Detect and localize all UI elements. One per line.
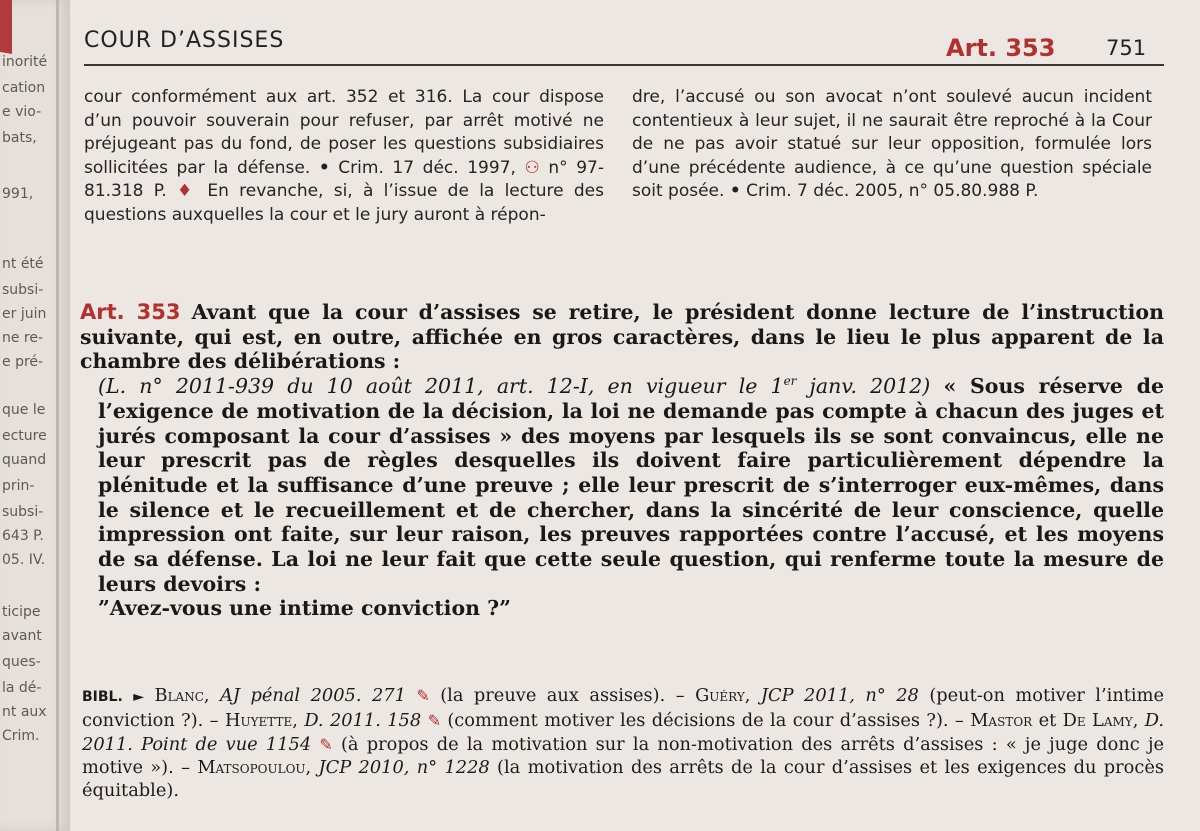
citation: Crim. 17 déc. 1997, <box>338 157 516 178</box>
conjunction: et <box>1038 710 1057 732</box>
pen-icon: ✎ <box>427 711 441 731</box>
amendment-suffix: janv. 2012) <box>796 374 931 399</box>
margin-fragment: ques- <box>2 654 41 670</box>
reference-title: (la preuve aux assises). – <box>440 685 685 706</box>
bibliography <box>82 684 1164 802</box>
article-intro: Avant que la cour d’assises se retire, le président donne lecture de l’instruction suivante, qui est, en outre, affichée en gros caractères, dans le lieu le plus apparent de la chambre des délibérations : <box>80 300 1164 374</box>
margin-fragment: ne re- <box>2 330 44 346</box>
margin-fragment: er juin <box>2 306 47 322</box>
author: Blanc, <box>154 685 210 706</box>
margin-fragment: e vio- <box>2 104 42 120</box>
commentary-right-column <box>632 86 1152 204</box>
margin-fragment: nt été <box>2 256 44 272</box>
reference: D. 2011. 158 <box>304 710 422 732</box>
page-edge <box>56 0 59 831</box>
margin-fragment: prin- <box>2 478 35 494</box>
diamond-icon: ♦ <box>177 181 198 201</box>
commentary-columns <box>84 86 1164 286</box>
article-quote: ”Avez-vous une intime conviction ?” <box>98 596 511 621</box>
commentary-text: En revanche, si, à l’issue de la lecture des questions auxquelles la cour et le jury auront à répon- <box>84 181 604 225</box>
network-link-icon: ⚇ <box>524 157 540 178</box>
author: Huyette, <box>224 710 298 732</box>
margin-fragment: subsi- <box>2 504 44 520</box>
author: Mastor <box>970 710 1033 732</box>
margin-fragment: que le <box>2 402 46 418</box>
margin-fragment: nt aux <box>2 704 47 720</box>
margin-fragment: la dé- <box>2 680 42 696</box>
amendment-superscript: er <box>783 374 797 389</box>
margin-fragment: ecture <box>2 428 47 444</box>
citation-number: n° 97-81.318 P. <box>84 157 604 201</box>
reference-title: (à propos de la motivation sur la non-motivation des arrêts d’assises : « je juge donc je motive »). – <box>82 733 1164 778</box>
bibliography-label: BIBL. <box>82 689 123 705</box>
section-tab-marker <box>0 0 12 54</box>
margin-fragment: 05. IV. <box>2 552 46 568</box>
article-body <box>80 374 1164 596</box>
article-label: Art. 353 <box>80 300 181 324</box>
commentary-text: cour conformément aux art. 352 et 316. La cour dispose d’un pouvoir souverain pour refuser, par arrêt motivé ne préjugeant pas du fond, de poser les questions subsidiaires sollicitées par la défense. <box>84 87 604 178</box>
reference-title: (la motivation des arrêts de la cour d’assises et les exigences du procès équitable). <box>82 756 1164 802</box>
margin-fragment: avant <box>2 628 42 644</box>
bullet-icon: • <box>729 181 741 201</box>
reference-title: (peut-on motiver l’intime conviction ?). – <box>82 685 1165 732</box>
margin-fragment: quand <box>2 452 47 468</box>
commentary-text: dre, l’accusé ou son avocat n’ont soulevé aucun incident contentieux à leur sujet, il ne saurait être reproché à la Cour de ne pas avoir statué sur leur opposition, formulée lors d’une précédente audience, à ce qu’une question spéciale soit posée. <box>632 87 1152 201</box>
author: De Lamy, <box>1062 710 1139 732</box>
margin-fragment: subsi- <box>2 282 44 298</box>
page-number: 751 <box>1106 36 1147 60</box>
author: Guéry, <box>695 685 751 706</box>
adjacent-page-margin <box>0 0 70 831</box>
margin-fragment: ticipe <box>2 604 41 620</box>
margin-fragment: cation <box>2 80 46 96</box>
book-page <box>74 0 1194 831</box>
margin-fragment: e pré- <box>2 354 44 370</box>
commentary-left-column <box>84 86 604 227</box>
reference: AJ pénal 2005. 271 <box>220 685 406 706</box>
article-text <box>80 300 1164 374</box>
margin-fragment: bats, <box>2 130 37 146</box>
article-353 <box>80 300 1164 621</box>
article-main-text: « Sous réserve de l’exigence de motivation de la décision, la loi ne demande pas compte à chacun des juges et jurés composant la cour d’assises » des moyens par lesquels ils se sont convaincus, elle ne leur prescrit pas de règles desquelles ils doivent faire particulièrement dépendre la plénitude et la suffisance d’une preuve ; elle leur prescrit de s’interroger eux-mêmes, dans le silence et le recueillement et de chercher, dans la sincérité de leur conscience, quelle impression ont faite, sur leur raison, les preuves rapportées contre l’accusé, et les moyens de sa défense. La loi ne leur fait que cette seule question, qui renferme toute la mesure de leurs devoirs : <box>98 374 1164 596</box>
header-rule <box>84 64 1164 66</box>
amendment-prefix: (L. n° 2011-939 du 10 août 2011, art. 12-I, en vigueur le 1 <box>98 374 784 399</box>
margin-fragment: 991, <box>2 186 34 202</box>
pen-icon: ✎ <box>319 734 333 754</box>
margin-fragment: inorité <box>2 54 48 70</box>
bibliography-text <box>82 684 1164 802</box>
bullet-icon: • <box>318 157 330 178</box>
running-head: COUR D’ASSISES <box>84 28 285 53</box>
reference: D. 2011. Point de vue 1154 <box>82 710 1165 755</box>
commentary-paragraph <box>84 86 604 227</box>
margin-fragment: Crim. <box>2 728 40 744</box>
amendment-reference <box>98 374 930 398</box>
running-head-article: Art. 353 <box>946 34 1056 62</box>
reference-title: (comment motiver les décisions de la cour d’assises ?). – <box>447 710 964 732</box>
commentary-paragraph <box>632 86 1152 204</box>
pen-icon: ✎ <box>416 686 430 705</box>
page-header <box>84 14 1164 68</box>
reference: JCP 2011, n° 28 <box>760 685 919 706</box>
arrow-icon: ► <box>133 689 145 705</box>
margin-fragment: 643 P. <box>2 528 44 544</box>
citation: Crim. 7 déc. 2005, n° 05.80.988 P. <box>746 181 1039 201</box>
author: Matsopoulou, <box>197 756 312 778</box>
reference: JCP 2010, n° 1228 <box>318 756 490 778</box>
